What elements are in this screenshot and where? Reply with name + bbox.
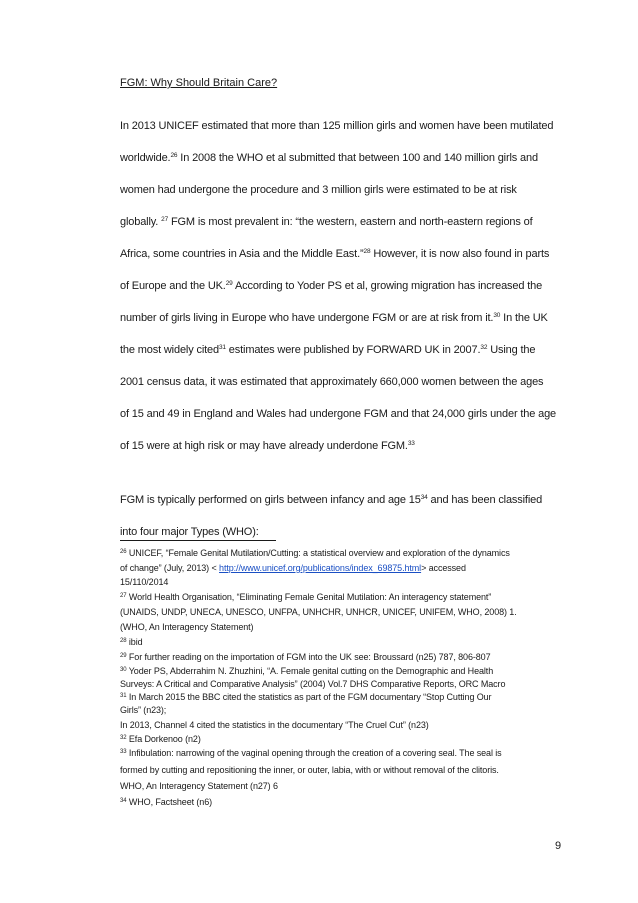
footnote-number: 34 [120, 798, 127, 804]
footnote-number: 32 [120, 735, 127, 741]
body-line: the most widely cited$^{31}$ estimates were published by FORWARD UK in 2007.32 Using the [120, 344, 536, 356]
unicef-link[interactable]: http://www.unicef.org/publications/index_69875.html [219, 563, 422, 573]
footnote-ref: 34 [420, 494, 428, 501]
footnote-ref: 26 [170, 152, 178, 159]
footnote-line: $^{32}$ Efa Dorkenoo (n2) [120, 734, 201, 744]
footnote-line: $^{26}$ UNICEF, “Female Genital Mutilation/Cutting: a statistical overview and exploration of the dynamics [120, 548, 510, 558]
body-line: 2001 census data, it was estimated that approximately 660,000 women between the ages [120, 376, 544, 388]
footnote-line: WHO, An Interagency Statement (n27) 6 [120, 781, 278, 791]
body-line: of 15 and 49 in England and Wales had undergone FGM and that 24,000 girls under the age [120, 408, 557, 420]
footnote-line: formed by cutting and repositioning the inner, or outer, labia, with or without removal of the clitoris. [120, 765, 499, 775]
body-line: globally. $^{27}$ FGM is most prevalent in: “the western, eastern and north-eastern regions of [120, 216, 533, 228]
footnote-line: (WHO, An Interagency Statement) [120, 622, 254, 632]
body-line: worldwide.$^{26}$ In 2008 the WHO et al submitted that between 100 and 140 million girls and [120, 152, 538, 164]
footnote-number: 30 [120, 667, 127, 673]
body-line: of Europe and the UK.$^{29}$ According to Yoder PS et al, growing migration has increased the [120, 280, 543, 292]
footnote-line: $^{29}$ For further reading on the importation of FGM into the UK see: Broussard (n25) 787, 806-807 [120, 652, 491, 662]
footnote-ref: 32 [480, 344, 488, 351]
footnote-number: 33 [120, 749, 127, 755]
footnote-line: Surveys: A Critical and Comparative Analysis” (2004) Vol.7 DHS Comparative Reports, ORC Macro [120, 679, 506, 689]
footnote-ref: 27 [161, 216, 169, 223]
footnote-ref: 31 [218, 344, 226, 351]
footnote-ref: 29 [225, 280, 233, 287]
section-heading: FGM: Why Should Britain Care? [120, 77, 278, 89]
footnote-line: $^{33}$ Infibulation: narrowing of the vaginal opening through the creation of a covering seal. The seal is [120, 748, 502, 758]
footnote-ref: 33 [407, 440, 415, 447]
footnote-line: $^{28}$ ibid [120, 637, 143, 647]
body-line: into four major Types (WHO): [120, 526, 259, 538]
footnote-line: Girls” (n23); [120, 705, 167, 715]
body-line: Africa, some countries in Asia and the Middle East.”$^{28}$ However, it is now also found in parts [120, 248, 550, 260]
footnote-number: 28 [120, 638, 127, 644]
footnote-separator [120, 540, 276, 541]
footnote-line: $^{27}$ World Health Organisation, “Eliminating Female Genital Mutilation: An interagency statement” [120, 592, 492, 602]
footnote-line: $^{30}$ Yoder PS, Abderrahim N. Zhuzhini, “A. Female genital cutting on the Demographic and Health [120, 666, 494, 676]
footnote-line: In 2013, Channel 4 cited the statistics in the documentary “The Cruel Cut” (n23) [120, 720, 429, 730]
body-line: FGM is typically performed on girls between infancy and age $15^{34}$ and has been classified [120, 494, 543, 506]
footnote-line: 15/110/2014 [120, 577, 169, 587]
footnote-line: (UNAIDS, UNDP, UNECA, UNESCO, UNFPA, UNHCHR, UNHCR, UNICEF, UNIFEM, WHO, 2008) 1. [120, 607, 517, 617]
footnote-number: 26 [120, 549, 127, 555]
footnote-ref: 28 [363, 248, 371, 255]
body-line: of 15 were at high risk or may have already underdone FGM.$^{33}$ [120, 440, 415, 452]
footnote-number: 31 [120, 693, 127, 699]
footnote-line: of change” (July, 2013) < http://www.unicef.org/publications/index_69875.html> accessed [120, 563, 466, 573]
footnote-number: 29 [120, 653, 127, 659]
footnote-line: $^{34}$ WHO, Factsheet (n6) [120, 797, 213, 807]
footnote-ref: 30 [493, 312, 501, 319]
body-line: women had undergone the procedure and 3 million girls were estimated to be at risk [120, 184, 517, 196]
footnote-line: $^{31}$ In March 2015 the BBC cited the statistics as part of the FGM documentary “Stop Cutting Our [120, 692, 492, 702]
page-number: 9 [555, 840, 562, 852]
body-line: number of girls living in Europe who have undergone FGM or are at risk from it.$^{30}$ In the UK [120, 312, 548, 324]
body-line: In 2013 UNICEF estimated that more than 125 million girls and women have been mutilated [120, 120, 554, 132]
footnote-number: 27 [120, 593, 127, 599]
